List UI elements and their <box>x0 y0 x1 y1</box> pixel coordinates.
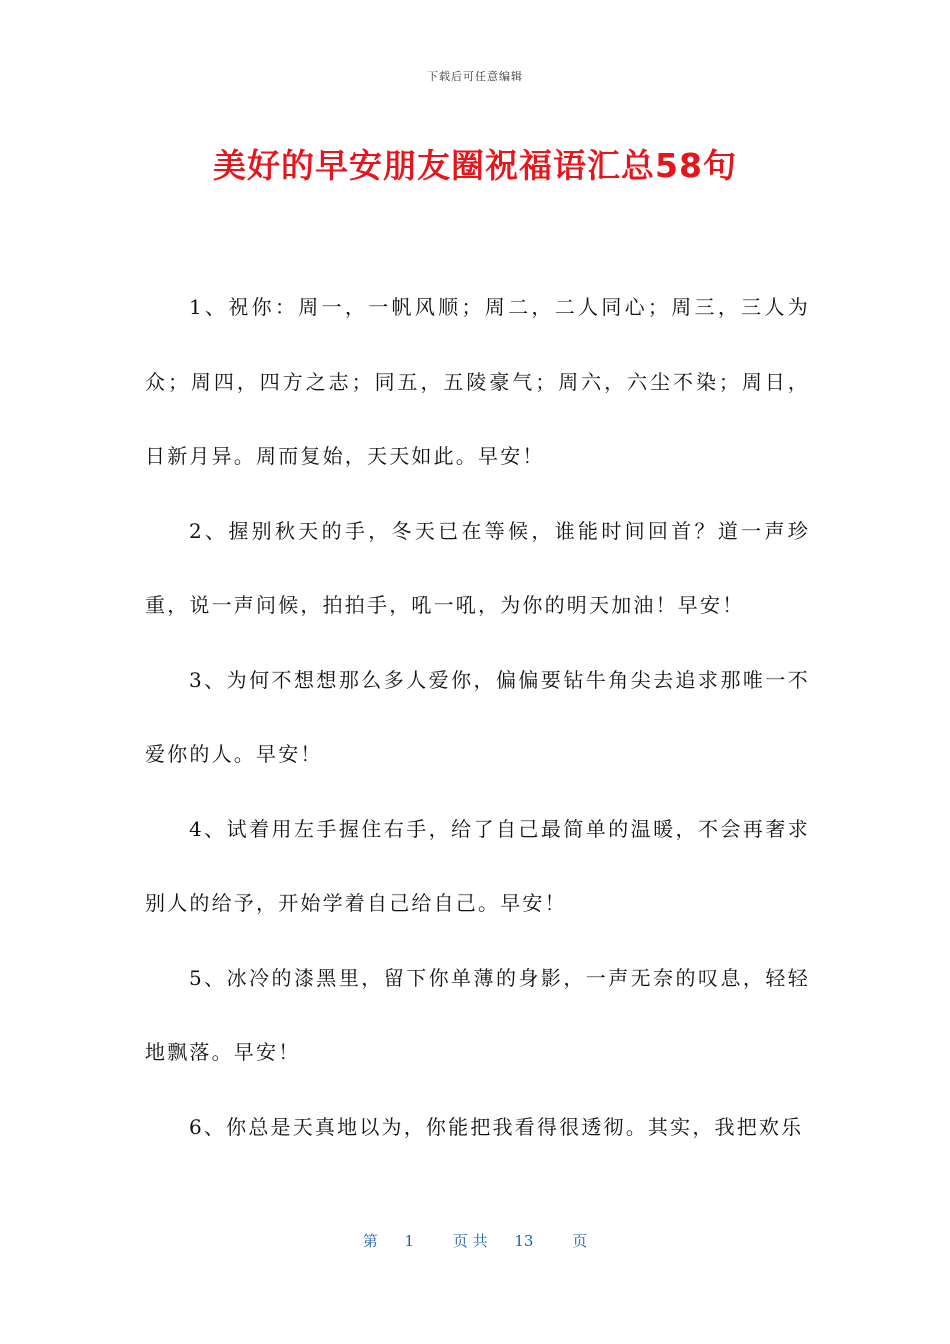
footer-page-prefix: 第 <box>362 1232 378 1250</box>
paragraph: 5、冰冷的漆黑里，留下你单薄的身影，一声无奈的叹息，轻轻地飘落。早安！ <box>145 965 810 1064</box>
footer-page-mid: 页 共 <box>452 1232 488 1250</box>
footer-total-pages: 13 <box>514 1232 534 1250</box>
footer-current-page: 1 <box>404 1232 415 1250</box>
document-body <box>145 270 810 1164</box>
paragraph: 6、你总是天真地以为，你能把我看得很透彻。其实，我把欢乐 <box>189 1114 804 1139</box>
paragraph: 3、为何不想想那么多人爱你，偏偏要钻牛角尖去追求那唯一不爱你的人。早安！ <box>145 667 810 766</box>
header-note: 下载后可任意编辑 <box>427 70 523 83</box>
paragraph: 4、试着用左手握住右手，给了自己最简单的温暖，不会再奢求别人的给予，开始学着自己给自己。早安！ <box>145 816 810 915</box>
page-footer <box>0 1230 950 1251</box>
footer-page-suffix: 页 <box>572 1232 588 1250</box>
paragraph: 2、握别秋天的手，冬天已在等候，谁能时间回首？道一声珍重，说一声问候，拍拍手，吼一吼，为你的明天加油！早安！ <box>145 518 810 617</box>
document-title: 美好的早安朋友圈祝福语汇总58句 <box>213 146 737 185</box>
paragraph: 1、祝你：周一，一帆风顺；周二，二人同心；周三，三人为众；周四，四方之志；同五，五陵豪气；周六，六尘不染；周日，日新月异。周而复始，天天如此。早安！ <box>145 295 810 468</box>
